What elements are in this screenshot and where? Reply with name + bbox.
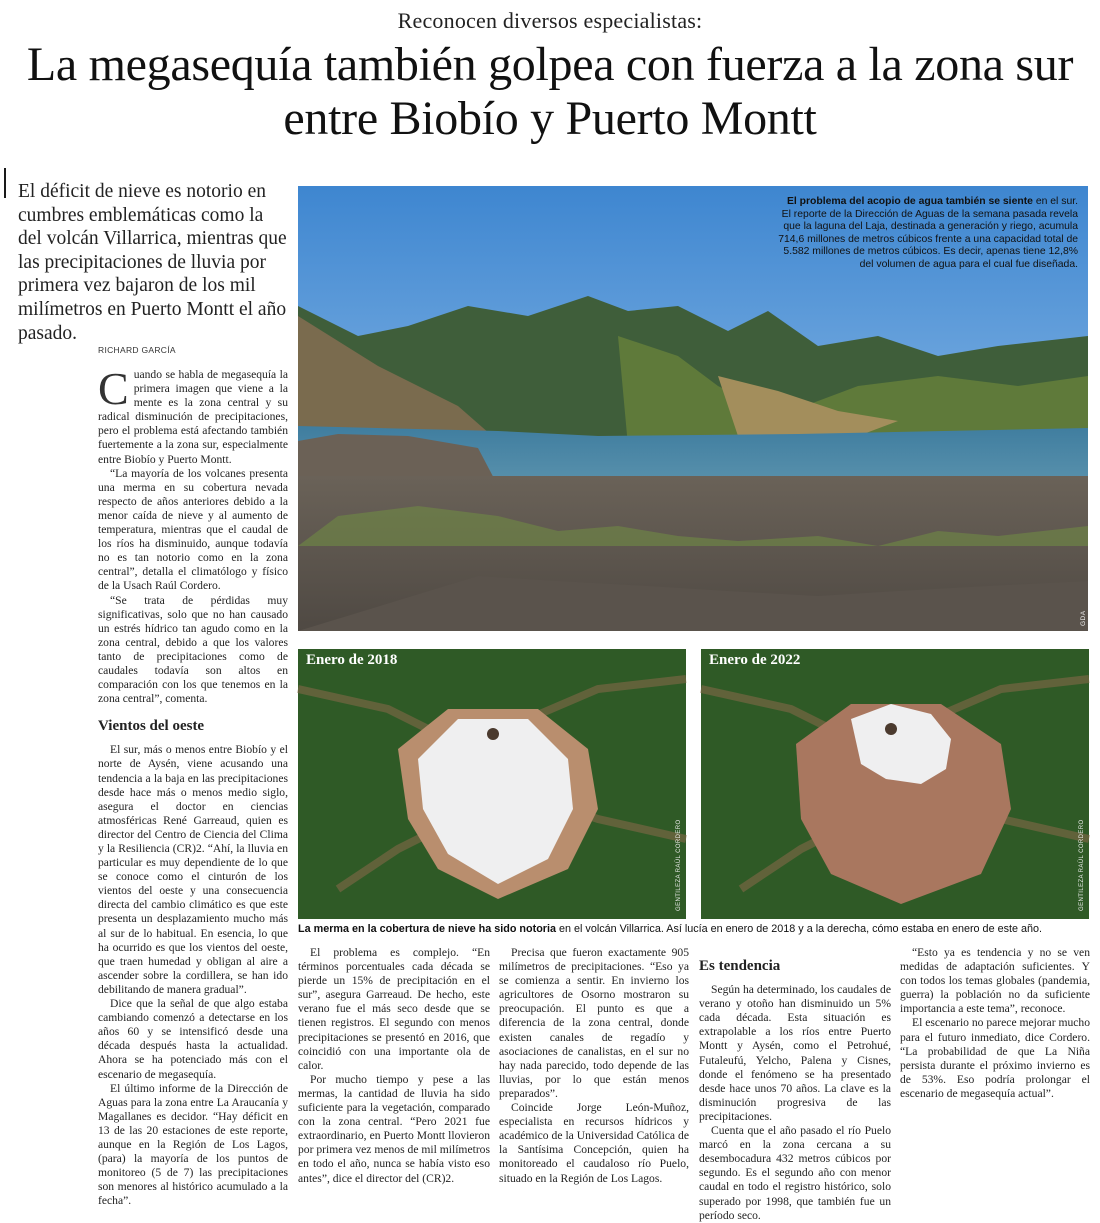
lead-rule — [4, 168, 6, 198]
article-paragraph-2: “La mayoría de los volcanes presenta una merma en su cobertura nevada respecto de años anteriores debido a la menor caída de nieve y al aumento de temperatura, mientras que el caudal de los ríos ha disminuido, aunque todavía no es tan notorio como en la zona central”, detalla el climatólogo y físico de la Usach Raúl Cordero. — [98, 466, 288, 593]
article-paragraph-1-text: uando se habla de megasequía la primera imagen que viene a la mente es la zona central y su radical disminución de precipitaciones, pero el problema está afectando también fuertemente a la zona sur, especialmente entre Biobío y Puerto Montt. — [98, 368, 288, 466]
satellite-caption-lead: La merma en la cobertura de nieve ha sido notoria — [298, 923, 557, 935]
byline: RICHARD GARCÍA — [98, 345, 176, 355]
article-paragraph-10: Coincide Jorge León-Muñoz, especialista en recursos hídricos y académico de la Universidad Católica de la Santísima Concepción, quien ha monitoreado el caudaloso río Puelo, situado en la Región de Los Lagos. — [499, 1101, 689, 1185]
satellite-2018 — [298, 649, 686, 919]
subheading-tendencia: Es tendencia — [699, 958, 781, 974]
dropcap: C — [98, 363, 129, 414]
satellite-2018-label: Enero de 2018 — [306, 652, 398, 668]
photo-caption — [778, 196, 1078, 272]
satellite-caption-text: en el volcán Villarrica. Así lucía en enero de 2018 y a la derecha, cómo estaba en enero de este año. — [556, 923, 1042, 935]
article-column-5 — [900, 946, 1090, 1198]
photo-caption-lead: El problema del acopio de agua también se siente — [786, 196, 1033, 207]
satellite-2022-label: Enero de 2022 — [709, 652, 801, 668]
article-paragraph-7: El problema es complejo. “En términos porcentuales cada década se pierde un 15% de precipitación en el sur”, asegura Garreaud. De hecho, este verano fue el más seco desde que se tienen registros. El segundo con menos precipitaciones se presentó en 2016, que coincidió con una importante ola de calor. — [298, 946, 490, 1072]
article-paragraph-3: “Se trata de pérdidas muy significativas, solo que no han causado un estrés hídrico tan agudo como en la zona central, debido a que los valores tanto de precipitaciones como de caudales todavía son altos en comparación con los que tenemos en la zona central”, comenta. — [98, 593, 288, 706]
article-paragraph-11: Según ha determinado, los caudales de verano y otoño han disminuido un 5% cada década. Esta situación es extrapolable a los ríos entre Puerto Montt y Aysén, como el Petrohué, Futaleufú, Yelcho, Palena y Cisnes, donde el fenómeno se ha presentado desde hace unos 70 años. La clave es la disminución progresiva de las precipitaciones. — [699, 983, 891, 1123]
article-paragraph-9: Precisa que fueron exactamente 905 milímetros de precipitaciones. “Eso ya se comienza a sentir. En invierno los agricultores de Osorno mostraron su preocupación. El punto es que a diferencia de la zona central, donde existen canales de regadío y asociaciones de canalistas, en el sur no hay nada parecido, todo depende de las lluvias, por lo que están menos preparados”. — [499, 946, 689, 1100]
article-column-3 — [499, 946, 689, 1198]
satellite-caption — [298, 923, 1090, 935]
headline: La megasequía también golpea con fuerza a la zona sur entre Biobío y Puerto Montt — [26, 38, 1074, 145]
lead-paragraph: El déficit de nieve es notorio en cumbres emblemáticas como la del volcán Villarrica, mientras que las precipitaciones de lluvia por primera vez bajaron de los mil milímetros en Puerto Montt el año pasado. — [18, 181, 287, 344]
article-column-1 — [98, 363, 288, 1208]
subheading-vientos: Vientos del oeste — [98, 718, 205, 735]
article-paragraph-8: Por mucho tiempo y pese a las mermas, la cantidad de lluvia ha sido suficiente para la vegetación, comparado con la zona central. “Pero 2021 fue extraordinario, en Puerto Montt llovieron por primera vez menos de mil milímetros en todo el año, nunca se había visto eso antes”, dice el director del (CR)2. — [298, 1072, 490, 1185]
photo-credit: GDA — [1080, 610, 1087, 626]
satellite-2022-credit: GENTILEZA RAÚL CORDERO — [1079, 819, 1085, 911]
satellite-2018-image — [298, 649, 686, 919]
article-paragraph-1 — [98, 363, 288, 467]
article-paragraph-12: Cuenta que el año pasado el río Puelo marcó en la zona cercana a su desembocadura 432 metros cúbicos por segundo. Es el segundo año con menor caudal en todo el registro histórico, solo superado por 1998, que también fue un período seco. — [699, 1124, 891, 1222]
article-column-2 — [298, 946, 490, 1198]
satellite-2018-credit: GENTILEZA RAÚL CORDERO — [676, 819, 682, 911]
article-paragraph-5: Dice que la señal de que algo estaba cambiando comenzó a detectarse en los años 60 y se intensificó desde una década después hasta la actualidad. Ahora se ha potenciado más con el escenario de megasequía. — [98, 997, 288, 1081]
article-paragraph-14: El escenario no parece mejorar mucho para el futuro inmediato, dice Cordero. “La probabilidad de que La Niña persista durante el próximo invierno es de 53%. Eso podría prolongar el escenario de megasequía actual”. — [900, 1016, 1091, 1100]
article-column-4 — [699, 946, 891, 1222]
article-paragraph-6: El último informe de la Dirección de Aguas para la zona entre La Araucanía y Magallanes es decidor. “Hay déficit en 13 de las 20 estaciones de este reporte, aunque en la Región de Los Lagos, (para) la mayoría de los puntos de monitoreo (5 de 7) las precipitaciones son menores al histórico acumulado a la fecha”. — [98, 1081, 288, 1208]
photo-caption-text: en el sur. El reporte de la Dirección de Aguas de la semana pasada revela que la laguna del Laja, destinada a generación y riego, acumula 714,6 millones de metros cúbicos frente a una capacidad total de 5.582 millones de metros cúbicos. Es decir, apenas tiene 12,8% del volumen de agua para el cual fue diseñada. — [778, 196, 1078, 270]
satellite-2022 — [701, 649, 1089, 919]
article-paragraph-13: “Esto ya es tendencia y no se ven medidas de adaptación suficientes. Y con todos los temas globales (pandemia, guerra) la población no da suficiente importancia a este tema”, reconoce. — [900, 946, 1090, 1016]
satellite-2022-image — [701, 649, 1089, 919]
kicker: Reconocen diversos especialistas: — [397, 8, 703, 33]
article-paragraph-4: El sur, más o menos entre Biobío y el norte de Aysén, viene acusando una tendencia a la baja en las precipitaciones desde hace más o menos medio siglo, asegura el doctor en ciencias atmosféricas René Garreaud, quien es director del Centro de Ciencia del Clima y la Resiliencia (CR)2. “Ahí, la lluvia en particular es muy dependiente de lo que se conoce como el cinturón de los vientos del oeste y una consecuencia directa del cambio climático es que este presenta un desplazamiento mucho más al sur de lo habitual. En esencia, lo que ha ocurrido es que los vientos del oeste, que traen humedad y obligan al aire a ascender sobre la cordillera, se han ido debilitando de manera gradual”. — [98, 743, 288, 996]
